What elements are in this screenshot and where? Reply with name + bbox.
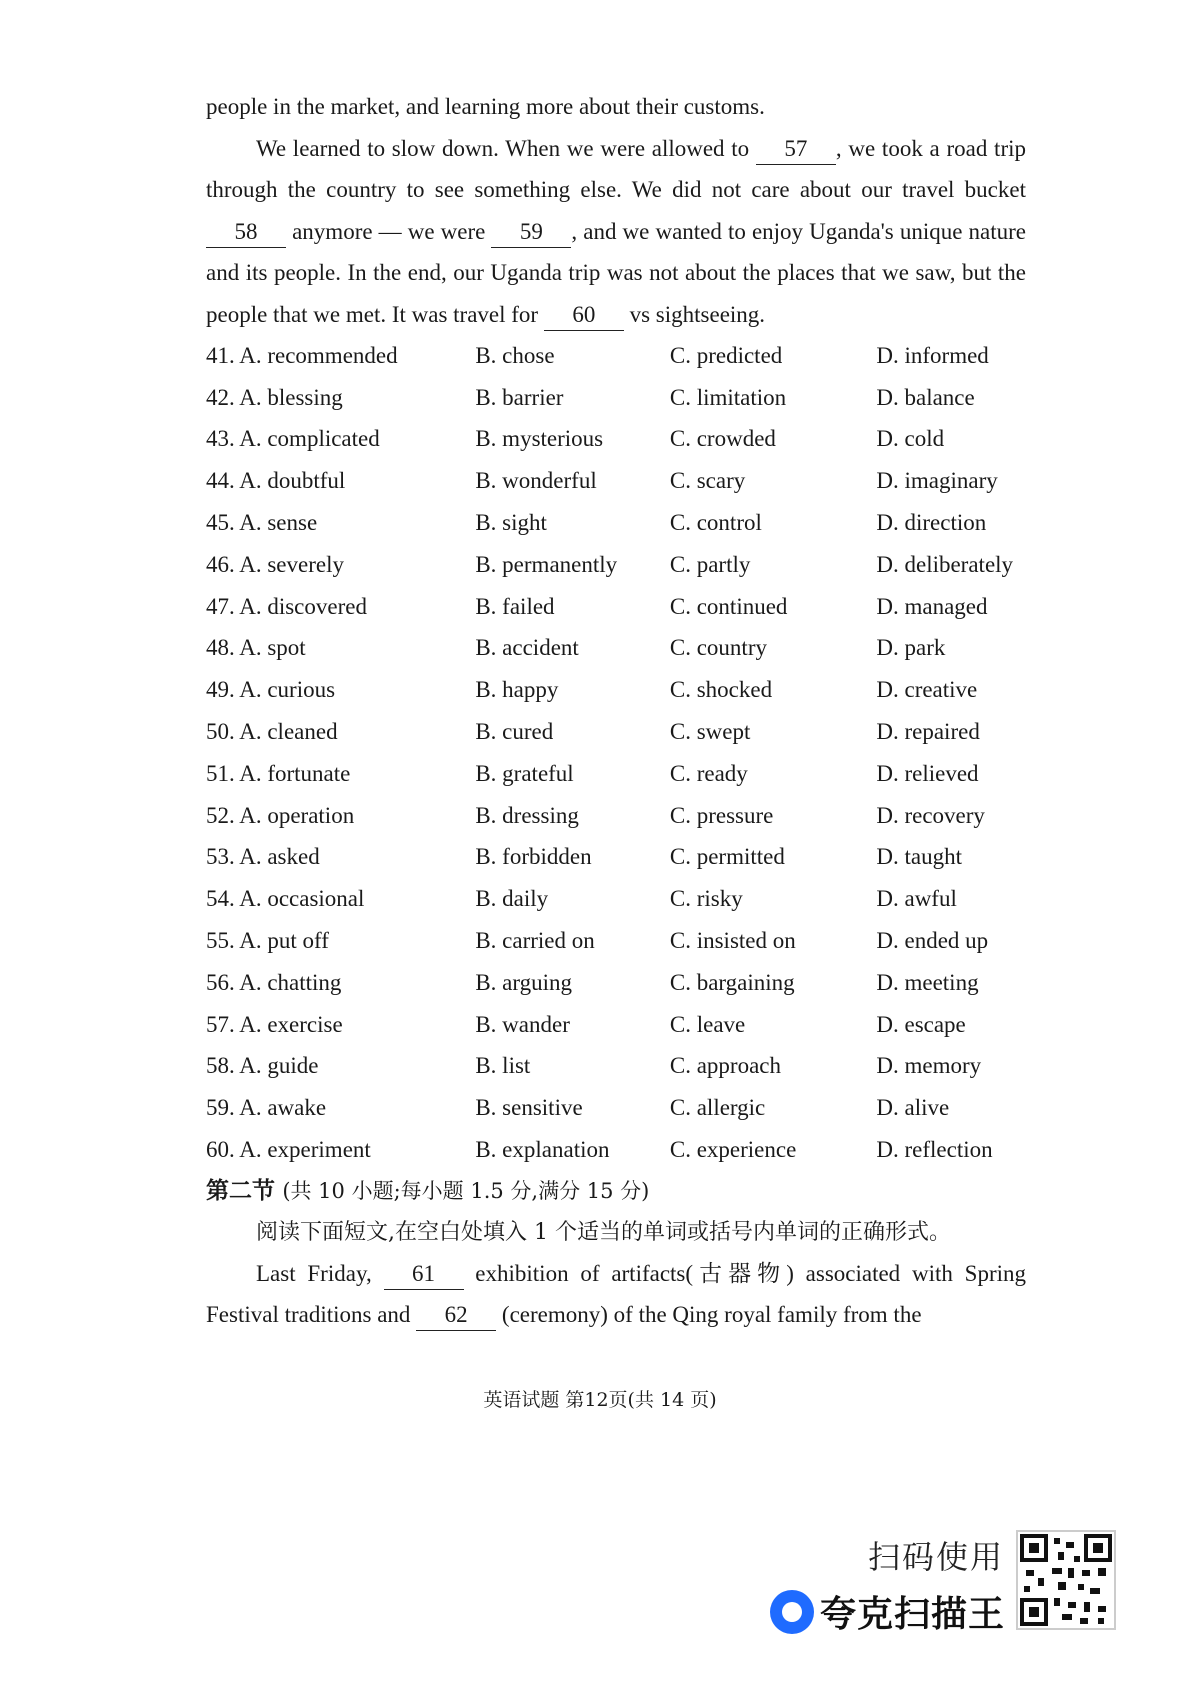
option-c: C. crowded: [669, 426, 776, 452]
option-row-43: [206, 419, 1026, 461]
option-row-53: [206, 837, 1026, 879]
option-row-55: [206, 920, 1026, 962]
option-c: C. approach: [669, 1053, 782, 1079]
option-row-47: [206, 586, 1026, 628]
option-text: A. recommended: [239, 342, 398, 368]
option-c: C. scary: [669, 468, 746, 494]
option-a: [206, 510, 475, 536]
option-row-48: [206, 628, 1026, 670]
option-b: B. happy: [475, 677, 559, 703]
option-a: [206, 426, 475, 452]
option-b: B. grateful: [475, 760, 574, 786]
option-row-50: [206, 711, 1026, 753]
page-footer: 英语试题 第12页(共 14 页): [483, 1389, 717, 1411]
blank-62: 62: [416, 1300, 496, 1331]
option-b: B. explanation: [475, 1137, 610, 1163]
question-number: 43.: [206, 426, 235, 452]
section-2-passage: [206, 1253, 1026, 1336]
option-b: B. sensitive: [475, 1095, 583, 1121]
option-c: C. swept: [669, 719, 751, 745]
option-d: D. deliberately: [876, 551, 1014, 577]
passage-text: anymore — we were: [292, 218, 486, 244]
option-text: A. curious: [239, 677, 336, 703]
option-d: D. repaired: [876, 719, 980, 745]
option-text: A. operation: [239, 802, 355, 828]
question-number: 53.: [206, 844, 235, 870]
option-c: C. insisted on: [669, 928, 796, 954]
option-d: D. informed: [876, 342, 989, 368]
option-d: D. recovery: [876, 802, 985, 828]
question-number: 54.: [206, 886, 235, 912]
option-b: B. mysterious: [475, 426, 604, 452]
option-a: [206, 594, 475, 620]
option-d: D. memory: [876, 1053, 982, 1079]
question-number: 49.: [206, 677, 235, 703]
quark-logo-icon: [770, 1590, 814, 1634]
question-number: 56.: [206, 969, 235, 995]
option-d: D. creative: [876, 677, 978, 703]
option-a: [206, 761, 475, 787]
option-b: B. sight: [475, 510, 547, 536]
option-text: A. asked: [239, 844, 320, 870]
option-c: C. continued: [669, 593, 788, 619]
option-a: [206, 1053, 475, 1079]
option-a: [206, 1137, 475, 1163]
section-2-subtitle: (共 10 小题;每小题 1.5 分,满分 15 分): [282, 1178, 650, 1203]
question-number: 52.: [206, 802, 235, 828]
option-b: B. permanently: [475, 551, 618, 577]
option-row-56: [206, 962, 1026, 1004]
option-d: D. park: [876, 635, 946, 661]
passage-text: Last Friday,: [256, 1260, 372, 1286]
qr-code-icon[interactable]: [1016, 1530, 1116, 1630]
passage-text: , we took a road trip through the country to see something else. We did not care about our travel bucket: [206, 135, 1027, 202]
option-row-60: [206, 1129, 1026, 1171]
watermark-brand: [770, 1586, 1005, 1637]
option-row-44: [206, 460, 1026, 502]
option-a: [206, 886, 475, 912]
option-d: D. balance: [876, 384, 975, 410]
option-a: [206, 343, 475, 369]
option-row-54: [206, 878, 1026, 920]
option-d: D. imaginary: [876, 468, 998, 494]
option-b: B. dressing: [475, 802, 579, 828]
option-text: A. guide: [239, 1053, 319, 1079]
option-b: B. carried on: [475, 928, 595, 954]
blank-61: 61: [384, 1259, 464, 1290]
section-2-heading: [206, 1171, 1026, 1212]
option-c: C. pressure: [669, 802, 774, 828]
option-c: C. bargaining: [669, 969, 795, 995]
option-row-41: [206, 335, 1026, 377]
option-text: A. discovered: [239, 593, 367, 619]
option-d: D. taught: [876, 844, 962, 870]
option-a: [206, 385, 475, 411]
option-b: B. daily: [475, 886, 549, 912]
option-row-46: [206, 544, 1026, 586]
passage-line-1: people in the market, and learning more about their customs.: [206, 94, 765, 119]
passage-paragraph-2: [206, 128, 1026, 336]
option-a: [206, 677, 475, 703]
question-number: 58.: [206, 1053, 235, 1079]
option-row-51: [206, 753, 1026, 795]
option-text: A. cleaned: [239, 719, 338, 745]
question-number: 46.: [206, 551, 235, 577]
option-a: [206, 552, 475, 578]
passage-text: (ceremony) of the Qing royal family from the: [501, 1302, 922, 1328]
option-c: C. risky: [669, 886, 743, 912]
option-row-52: [206, 795, 1026, 837]
option-d: D. meeting: [876, 969, 979, 995]
option-row-58: [206, 1046, 1026, 1088]
section-2-instruction: 阅读下面短文,在空白处填入 1 个适当的单词或括号内单词的正确形式。: [256, 1219, 951, 1245]
option-a: [206, 844, 475, 870]
option-a: [206, 1095, 475, 1121]
option-a: [206, 1012, 475, 1038]
option-d: D. cold: [876, 426, 945, 452]
option-c: C. control: [669, 510, 762, 536]
option-text: A. exercise: [239, 1011, 343, 1037]
option-a: [206, 635, 475, 661]
option-text: A. complicated: [239, 426, 380, 452]
question-number: 48.: [206, 635, 235, 661]
option-b: B. forbidden: [475, 844, 592, 870]
option-c: C. experience: [669, 1137, 797, 1163]
question-number: 59.: [206, 1095, 235, 1121]
option-c: C. ready: [669, 760, 748, 786]
option-row-59: [206, 1087, 1026, 1129]
passage-text: vs sightseeing.: [629, 301, 766, 327]
option-text: A. sense: [239, 510, 318, 536]
blank-59: 59: [491, 217, 571, 248]
option-row-42: [206, 377, 1026, 419]
option-b: B. cured: [475, 719, 554, 745]
watermark-brand-name: 夸克扫描王: [820, 1594, 1006, 1635]
option-text: A. spot: [239, 635, 306, 661]
option-b: B. failed: [475, 593, 555, 619]
question-number: 55.: [206, 928, 235, 954]
passage-text: exhibition of artifacts(古器物) associated with Spring Festival traditions and: [206, 1260, 1027, 1328]
section-2-title: 第二节: [206, 1177, 275, 1204]
option-row-45: [206, 502, 1026, 544]
option-d: D. reflection: [876, 1137, 993, 1163]
option-c: C. partly: [669, 551, 751, 577]
option-row-49: [206, 669, 1026, 711]
question-number: 41.: [206, 342, 235, 368]
option-c: C. leave: [669, 1011, 746, 1037]
blank-60: 60: [544, 300, 624, 331]
passage-text: We learned to slow down. When we were allowed to: [256, 135, 750, 161]
question-number: 42.: [206, 384, 235, 410]
option-c: C. limitation: [669, 384, 787, 410]
option-c: C. predicted: [669, 342, 783, 368]
option-c: C. shocked: [669, 677, 773, 703]
blank-58: 58: [206, 217, 286, 248]
option-b: B. chose: [475, 342, 555, 368]
option-d: D. ended up: [876, 928, 989, 954]
option-a: [206, 928, 475, 954]
option-b: B. wander: [475, 1011, 570, 1037]
option-d: D. awful: [876, 886, 957, 912]
option-a: [206, 970, 475, 996]
option-d: D. alive: [876, 1095, 950, 1121]
option-c: C. permitted: [669, 844, 785, 870]
watermark-scan-text: 扫码使用: [868, 1538, 1005, 1576]
option-d: D. managed: [876, 593, 988, 619]
option-d: D. escape: [876, 1011, 966, 1037]
question-number: 57.: [206, 1011, 235, 1037]
option-text: A. chatting: [239, 969, 342, 995]
option-row-57: [206, 1004, 1026, 1046]
question-number: 44.: [206, 468, 235, 494]
option-a: [206, 803, 475, 829]
passage-text: , and we wanted to enjoy Uganda's unique nature and its people. In the end, our Uganda trip was not about the places that we saw, but the people that we met. It was travel for: [206, 218, 1026, 327]
option-b: B. accident: [475, 635, 579, 661]
option-a: [206, 468, 475, 494]
option-b: B. list: [475, 1053, 531, 1079]
option-b: B. wonderful: [475, 468, 597, 494]
exam-page: [206, 86, 1026, 1336]
option-b: B. barrier: [475, 384, 564, 410]
blank-57: 57: [756, 134, 836, 165]
option-text: A. awake: [239, 1095, 327, 1121]
option-text: A. put off: [239, 928, 329, 954]
option-b: B. arguing: [475, 969, 573, 995]
question-number: 45.: [206, 510, 235, 536]
question-number: 47.: [206, 593, 235, 619]
option-c: C. country: [669, 635, 767, 661]
option-text: A. experiment: [239, 1137, 371, 1163]
option-c: C. allergic: [669, 1095, 766, 1121]
option-text: A. severely: [239, 551, 344, 577]
option-d: D. direction: [876, 510, 987, 536]
option-text: A. occasional: [239, 886, 365, 912]
option-text: A. blessing: [239, 384, 343, 410]
option-d: D. relieved: [876, 760, 979, 786]
question-number: 60.: [206, 1137, 235, 1163]
options-list: [206, 335, 1026, 1171]
option-a: [206, 719, 475, 745]
question-number: 51.: [206, 760, 235, 786]
option-text: A. fortunate: [239, 760, 351, 786]
question-number: 50.: [206, 719, 235, 745]
option-text: A. doubtful: [239, 468, 346, 494]
